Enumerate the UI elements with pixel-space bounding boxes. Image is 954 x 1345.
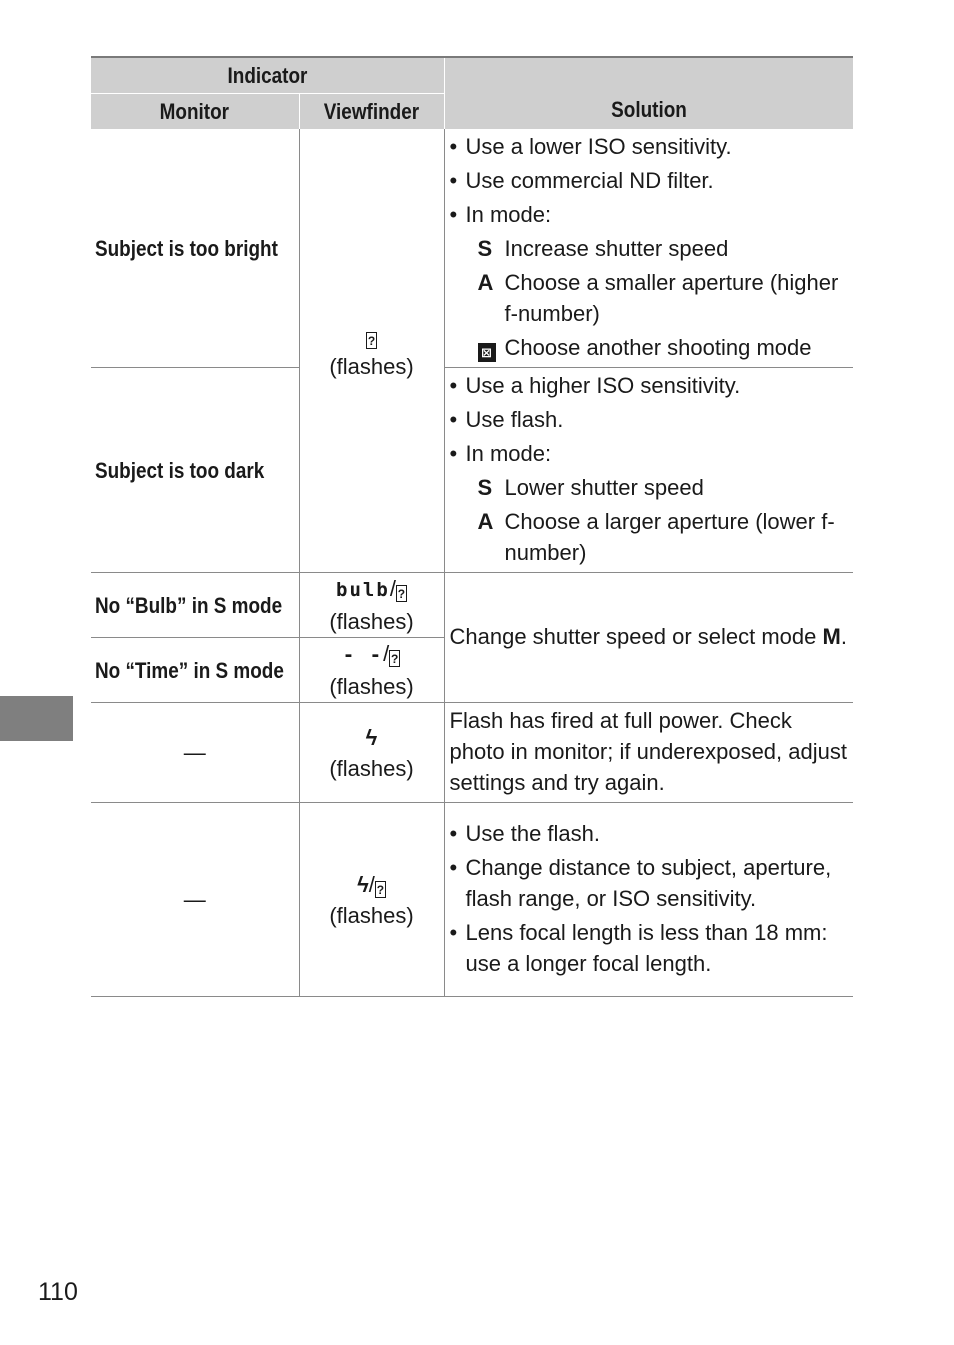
mode-key: S	[477, 236, 493, 261]
viewfinder-cell	[299, 703, 444, 803]
list-item: • Use a lower ISO sensitivity.	[450, 131, 850, 162]
separator: /	[368, 871, 375, 897]
troubleshooting-table	[91, 56, 853, 997]
mode-row-a	[478, 267, 850, 329]
mode-key: S	[477, 475, 493, 500]
flash-icon: ϟ	[357, 871, 369, 897]
solution-period: .	[840, 624, 847, 649]
monitor-cell: —	[91, 803, 299, 997]
warning-icon: ?	[367, 333, 376, 348]
table-row-too-bright	[91, 129, 853, 368]
mode-text: Lower shutter speed	[504, 475, 704, 500]
solution-cell	[444, 368, 853, 573]
mode-list	[478, 233, 850, 363]
viewfinder-cell	[299, 638, 444, 703]
viewfinder-cell	[299, 803, 444, 997]
mode-row-s	[478, 233, 850, 264]
list-item: • Use a higher ISO sensitivity.	[450, 370, 850, 401]
mode-text: Increase shutter speed	[504, 236, 729, 261]
solution-text: Flash has fired at full power. Check photo in monitor; if underexposed, adjust settings and try again.	[449, 708, 847, 795]
table-row-too-dark	[91, 368, 853, 573]
warning-icon: ?	[391, 652, 399, 666]
mode-row-auto	[478, 332, 850, 363]
solution-cell	[444, 803, 853, 997]
separator: /	[383, 641, 390, 666]
warning-icon: ?	[397, 587, 406, 601]
monitor-cell: Subject is too dark	[91, 368, 299, 573]
header-viewfinder: Viewfinder	[299, 94, 444, 130]
mode-key: M	[822, 624, 841, 649]
table-row-flash-under	[91, 803, 853, 997]
auto-mode-icon: ⊠	[478, 343, 496, 362]
viewfinder-cell	[299, 573, 444, 638]
list-item: • Change distance to subject, aperture, flash range, or ISO sensitivity.	[450, 852, 850, 914]
page-number: 110	[38, 1278, 78, 1306]
flashes-note: (flashes)	[329, 755, 414, 781]
list-item: • Lens focal length is less than 18 mm: use a longer focal length.	[450, 917, 850, 979]
solution-cell	[444, 573, 853, 703]
solution-text: Change shutter speed or select mode	[449, 624, 817, 649]
list-item: • Use commercial ND filter.	[450, 165, 850, 196]
list-item: • In mode:	[450, 199, 850, 230]
list-item: • Use flash.	[450, 404, 850, 435]
lcd-bulb-display: bulb	[336, 579, 390, 601]
solution-cell	[444, 129, 853, 368]
monitor-cell: —	[91, 703, 299, 803]
viewfinder-cell	[299, 129, 444, 573]
mode-text: Choose a smaller aperture (higher f-number)	[504, 270, 839, 326]
solution-cell	[444, 703, 853, 803]
header-indicator: Indicator	[91, 57, 444, 94]
chapter-tab-marker	[0, 696, 73, 741]
lcd-time-display: - -	[342, 644, 384, 666]
monitor-cell: No “Time” in S mode	[91, 638, 299, 703]
monitor-cell: Subject is too bright	[91, 129, 299, 368]
mode-key: A	[477, 270, 494, 295]
mode-row-s	[478, 472, 850, 503]
mode-row-a	[478, 506, 850, 568]
mode-text: Choose a larger aperture (lower f-number)	[504, 509, 835, 565]
header-monitor: Monitor	[91, 94, 299, 130]
flashes-note: (flashes)	[329, 353, 414, 379]
flashes-note: (flashes)	[329, 609, 414, 634]
mode-key: A	[477, 509, 494, 534]
warning-icon: ?	[376, 882, 385, 897]
mode-text: Choose another shooting mode	[504, 335, 812, 360]
monitor-cell: No “Bulb” in S mode	[91, 573, 299, 638]
flashes-note: (flashes)	[329, 902, 414, 928]
flashes-note: (flashes)	[329, 674, 414, 699]
table-row-no-bulb	[91, 573, 853, 638]
flash-icon: ϟ	[365, 724, 378, 750]
list-item: • Use the flash.	[450, 818, 850, 849]
table-row-flash-full	[91, 703, 853, 803]
separator: /	[389, 576, 396, 601]
list-item: • In mode:	[450, 438, 850, 469]
header-solution: Solution	[444, 57, 853, 129]
mode-list	[478, 472, 850, 568]
